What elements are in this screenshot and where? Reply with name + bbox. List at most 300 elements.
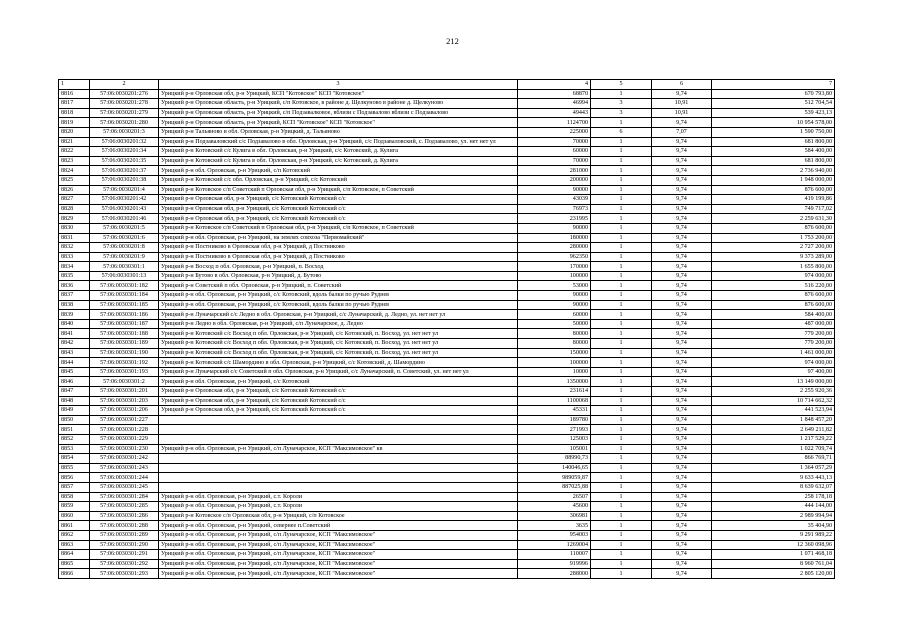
area-cell: 1269004 xyxy=(518,540,591,550)
category-cell: 3 xyxy=(591,99,652,109)
rate-cell: 9,74 xyxy=(652,396,712,406)
row-number-cell: 8822 xyxy=(59,147,90,157)
category-cell: 1 xyxy=(591,559,652,569)
table-row xyxy=(59,425,835,435)
address-cell: Урицкий р-н Котовский с/с Восход п обл. Орловская, р-н Урицкий, с/с Котовский, п. Восход, ул. нет нет ул xyxy=(159,339,518,349)
area-cell: 90000 xyxy=(518,300,591,310)
cadastral-number-cell: 57:06:0030201:276 xyxy=(90,89,159,99)
table-row xyxy=(59,137,835,147)
column-header: 1 xyxy=(59,80,90,90)
table-row xyxy=(59,99,835,109)
table-row xyxy=(59,329,835,339)
row-number-cell: 8841 xyxy=(59,329,90,339)
area-cell: 189780 xyxy=(518,415,591,425)
area-cell: 50000 xyxy=(518,319,591,329)
rate-cell: 10,91 xyxy=(652,108,712,118)
value-cell: 2 255 920,36 xyxy=(712,387,835,397)
address-cell xyxy=(159,454,518,464)
table-row xyxy=(59,502,835,512)
row-number-cell: 8831 xyxy=(59,233,90,243)
column-header: 7 xyxy=(712,80,835,90)
area-cell: 80000 xyxy=(518,339,591,349)
rate-cell: 9,74 xyxy=(652,185,712,195)
area-cell: 170000 xyxy=(518,262,591,272)
address-cell: Урицкий р-н Котовский с/с Кулига в обл. Орловская, р-н Урицкий, с/с Котовский, д. Кулига xyxy=(159,156,518,166)
row-number-cell: 8830 xyxy=(59,223,90,233)
cadastral-number-cell: 57:06:0030301:290 xyxy=(90,540,159,550)
cadastral-number-cell: 57:06:0030301:192 xyxy=(90,358,159,368)
value-cell: 2 989 994,94 xyxy=(712,511,835,521)
category-cell: 1 xyxy=(591,521,652,531)
cadastral-number-cell: 57:06:0030301:242 xyxy=(90,454,159,464)
address-cell xyxy=(159,434,518,444)
table-row xyxy=(59,482,835,492)
row-number-cell: 8851 xyxy=(59,425,90,435)
area-cell: 90000 xyxy=(518,223,591,233)
rate-cell: 9,74 xyxy=(652,492,712,502)
cadastral-number-cell: 57:06:0030201:38 xyxy=(90,175,159,185)
value-cell: 512 704,54 xyxy=(712,99,835,109)
table-row xyxy=(59,473,835,483)
address-cell: Урицкий р-н Котовский с/с Шамордино в обл. Орловская, р-н Урицкий, с/с Котовский, д. Шамордино xyxy=(159,358,518,368)
table-row xyxy=(59,396,835,406)
cadastral-number-cell: 57:06:0030301:13 xyxy=(90,271,159,281)
area-cell: 100000 xyxy=(518,271,591,281)
cadastral-number-cell: 57:06:0030301:289 xyxy=(90,530,159,540)
table-row xyxy=(59,434,835,444)
area-cell: 954003 xyxy=(518,530,591,540)
row-number-cell: 8839 xyxy=(59,310,90,320)
area-cell: 53000 xyxy=(518,281,591,291)
value-cell: 487 000,00 xyxy=(712,319,835,329)
cadastral-number-cell: 57:06:0030201:8 xyxy=(90,243,159,253)
category-cell: 1 xyxy=(591,185,652,195)
area-cell: 80000 xyxy=(518,329,591,339)
table-row xyxy=(59,530,835,540)
area-cell: 60000 xyxy=(518,147,591,157)
address-cell: Урицкий р-н Орловская обл, р-н Урицкий, КСП "Котовское" КСП "Котовское" xyxy=(159,89,518,99)
category-cell: 1 xyxy=(591,348,652,358)
row-number-cell: 8858 xyxy=(59,492,90,502)
area-cell: 1350000 xyxy=(518,377,591,387)
rate-cell: 9,74 xyxy=(652,271,712,281)
area-cell: 200000 xyxy=(518,175,591,185)
address-cell: Урицкий р-н обл. Орловская, р-н Урицкий, с/п Луначарское, КСП "Максимовское" xyxy=(159,559,518,569)
rate-cell: 9,74 xyxy=(652,214,712,224)
cadastral-number-cell: 57:06:0030301:193 xyxy=(90,367,159,377)
rate-cell: 9,74 xyxy=(652,415,712,425)
value-cell: 444 144,00 xyxy=(712,502,835,512)
column-header: 2 xyxy=(90,80,159,90)
table-row xyxy=(59,358,835,368)
cadastral-number-cell: 57:06:0030301:228 xyxy=(90,425,159,435)
cadastral-number-cell: 57:06:0030201:32 xyxy=(90,137,159,147)
category-cell: 1 xyxy=(591,262,652,272)
table-row xyxy=(59,454,835,464)
rate-cell: 9,74 xyxy=(652,482,712,492)
table-row xyxy=(59,406,835,416)
address-cell: Урицкий р-н обл. Орловская, р-н Урицкий, с/п Луначарское, КСП "Максимовское" xyxy=(159,530,518,540)
row-number-cell: 8816 xyxy=(59,89,90,99)
table-row xyxy=(59,540,835,550)
category-cell: 1 xyxy=(591,569,652,579)
rate-cell: 9,74 xyxy=(652,540,712,550)
address-cell: Урицкий р-н Котовское с/п Советский п Орловская обл, р-н Урицкий, с/п Котовское, п Советский xyxy=(159,185,518,195)
area-cell: 26507 xyxy=(518,492,591,502)
address-cell: Урицкий р-н Котовское с/п Орловская обл, р-н Урицкий, с/п Котовское xyxy=(159,511,518,521)
cadastral-number-cell: 57:06:0030301:188 xyxy=(90,329,159,339)
cadastral-number-cell: 57:06:0030201:280 xyxy=(90,118,159,128)
table-row xyxy=(59,348,835,358)
value-cell: 876 600,00 xyxy=(712,291,835,301)
value-cell: 9 291 989,22 xyxy=(712,530,835,540)
value-cell: 2 259 631,30 xyxy=(712,214,835,224)
row-number-cell: 8845 xyxy=(59,367,90,377)
value-cell: 10 954 578,00 xyxy=(712,118,835,128)
category-cell: 1 xyxy=(591,482,652,492)
value-cell: 419 199,86 xyxy=(712,195,835,205)
column-header: 5 xyxy=(591,80,652,90)
area-cell: 46994 xyxy=(518,99,591,109)
category-cell: 1 xyxy=(591,118,652,128)
cadastral-number-cell: 57:06:0030301:227 xyxy=(90,415,159,425)
cadastral-number-cell: 57:06:0030301:284 xyxy=(90,492,159,502)
value-cell: 1 590 750,00 xyxy=(712,127,835,137)
value-cell: 1 461 000,00 xyxy=(712,348,835,358)
cadastral-number-cell: 57:06:0030301:292 xyxy=(90,559,159,569)
value-cell: 2 736 940,00 xyxy=(712,166,835,176)
table-row xyxy=(59,300,835,310)
value-cell: 584 400,00 xyxy=(712,310,835,320)
table-row xyxy=(59,233,835,243)
table-row xyxy=(59,195,835,205)
table-row xyxy=(59,387,835,397)
area-cell: 45600 xyxy=(518,502,591,512)
rate-cell: 9,74 xyxy=(652,175,712,185)
rate-cell: 9,74 xyxy=(652,223,712,233)
category-cell: 1 xyxy=(591,89,652,99)
area-cell: 110007 xyxy=(518,550,591,560)
cadastral-number-cell: 57:06:0030201:46 xyxy=(90,214,159,224)
cadastral-number-cell: 57:06:0030301:243 xyxy=(90,463,159,473)
address-cell: Урицкий р-н обл. Орловская, р-н Урицкий, с/п Луначарское, КСП "Максимовское" кв xyxy=(159,444,518,454)
cadastral-number-cell: 57:06:0030301:285 xyxy=(90,502,159,512)
category-cell: 1 xyxy=(591,195,652,205)
cadastral-number-cell: 57:06:0030201:279 xyxy=(90,108,159,118)
rate-cell: 9,74 xyxy=(652,243,712,253)
category-cell: 1 xyxy=(591,434,652,444)
row-number-cell: 8848 xyxy=(59,396,90,406)
address-cell: Урицкий р-н Орловская обл, р-н Урицкий, с/с Котовский Котовский с/с xyxy=(159,406,518,416)
table-row xyxy=(59,569,835,579)
value-cell: 97 400,00 xyxy=(712,367,835,377)
category-cell: 1 xyxy=(591,454,652,464)
area-cell: 125003 xyxy=(518,434,591,444)
rate-cell: 9,74 xyxy=(652,530,712,540)
cadastral-number-cell: 57:06:0030301:286 xyxy=(90,511,159,521)
row-number-cell: 8833 xyxy=(59,252,90,262)
area-cell: 43039 xyxy=(518,195,591,205)
rate-cell: 7,07 xyxy=(652,127,712,137)
category-cell: 1 xyxy=(591,367,652,377)
value-cell: 2 649 211,82 xyxy=(712,425,835,435)
table-row xyxy=(59,156,835,166)
area-cell: 60000 xyxy=(518,310,591,320)
address-cell: Урицкий р-н Луначарский с/с Советский п обл. Орловская, р-н Урицкий, с/с Луначарский, п. Советский, ул. нет нет ул xyxy=(159,367,518,377)
rate-cell: 9,74 xyxy=(652,137,712,147)
address-cell: Урицкий р-н Восход п обл. Орловская, р-н Урицкий, п. Восход xyxy=(159,262,518,272)
address-cell: Урицкий р-н Луначарский с/с Ледно в обл. Орловская, р-н Урицкий, с/с Луначарский, д. Ледно, ул. нет нет ул xyxy=(159,310,518,320)
row-number-cell: 8817 xyxy=(59,99,90,109)
category-cell: 1 xyxy=(591,492,652,502)
address-cell: Урицкий р-н Котовский с/с Восход п обл. Орловская, р-н Урицкий, с/с Котовский, п. Восход, ул. нет нет ул xyxy=(159,329,518,339)
category-cell: 1 xyxy=(591,473,652,483)
value-cell: 35 404,90 xyxy=(712,521,835,531)
category-cell: 1 xyxy=(591,243,652,253)
rate-cell: 9,74 xyxy=(652,511,712,521)
cadastral-number-cell: 57:06:0030301:184 xyxy=(90,291,159,301)
rate-cell: 9,74 xyxy=(652,454,712,464)
category-cell: 1 xyxy=(591,271,652,281)
rate-cell: 9,74 xyxy=(652,262,712,272)
rate-cell: 9,74 xyxy=(652,550,712,560)
value-cell: 9 373 289,00 xyxy=(712,252,835,262)
area-cell: 150000 xyxy=(518,348,591,358)
cadastral-number-cell: 57:06:0030201:43 xyxy=(90,204,159,214)
category-cell: 1 xyxy=(591,339,652,349)
address-cell: Урицкий р-н Орловская область, р-н Урицкий, с/п Подзавалковое, вблизи с Подзавалово вблизи с Подзавалово xyxy=(159,108,518,118)
category-cell: 6 xyxy=(591,127,652,137)
address-cell: Урицкий р-н Бутово в обл. Орловская, р-н Урицкий, д. Бутово xyxy=(159,271,518,281)
row-number-cell: 8827 xyxy=(59,195,90,205)
row-number-cell: 8826 xyxy=(59,185,90,195)
value-cell: 681 800,00 xyxy=(712,137,835,147)
value-cell: 1 848 457,20 xyxy=(712,415,835,425)
table-row xyxy=(59,492,835,502)
cadastral-number-cell: 57:06:0030201:9 xyxy=(90,252,159,262)
category-cell: 1 xyxy=(591,233,652,243)
row-number-cell: 8844 xyxy=(59,358,90,368)
table-row xyxy=(59,339,835,349)
row-number-cell: 8836 xyxy=(59,281,90,291)
category-cell: 1 xyxy=(591,425,652,435)
table-row xyxy=(59,108,835,118)
rate-cell: 9,74 xyxy=(652,147,712,157)
value-cell: 749 717,02 xyxy=(712,204,835,214)
table-row xyxy=(59,166,835,176)
cadastral-number-cell: 57:06:0030201:5 xyxy=(90,223,159,233)
cadastral-number-cell: 57:06:0030201:42 xyxy=(90,195,159,205)
address-cell: Урицкий р-н обл. Орловская, р-н Урицкий, с.т. Короли xyxy=(159,502,518,512)
rate-cell: 9,74 xyxy=(652,377,712,387)
rate-cell: 9,74 xyxy=(652,319,712,329)
address-cell: Урицкий р-н Котовский с/с обл. Орловская, р-н Урицкий, с/с Котовский xyxy=(159,175,518,185)
value-cell: 9 633 443,13 xyxy=(712,473,835,483)
address-cell: Урицкий р-н Ледно в обл. Орловская, р-н Урицкий, с/п Луначарское, д. Ледно xyxy=(159,319,518,329)
rate-cell: 9,74 xyxy=(652,310,712,320)
rate-cell: 9,74 xyxy=(652,281,712,291)
cadastral-number-cell: 57:06:0030301:185 xyxy=(90,300,159,310)
value-cell: 974 000,00 xyxy=(712,271,835,281)
category-cell: 1 xyxy=(591,444,652,454)
address-cell: Урицкий р-н Орловская обл, р-н Урицкий, с/с Котовский Котовский с/с xyxy=(159,214,518,224)
column-header: 3 xyxy=(159,80,518,90)
rate-cell: 9,74 xyxy=(652,425,712,435)
cadastral-number-cell: 57:06:0030201:3 xyxy=(90,127,159,137)
address-cell: Урицкий р-н Орловская область, р-н Урицкий, КСП "Котовское" КСП "Котовское" xyxy=(159,118,518,128)
row-number-cell: 8856 xyxy=(59,473,90,483)
address-cell: Урицкий р-н обл. Орловская, р-н Урицкий, с/с Котовский, вдоль балки по ручью Руднев xyxy=(159,300,518,310)
row-number-cell: 8857 xyxy=(59,482,90,492)
row-number-cell: 8865 xyxy=(59,559,90,569)
rate-cell: 9,74 xyxy=(652,358,712,368)
address-cell: Урицкий р-н Котовское с/п Советский п Орловская обл, р-н Урицкий, с/п Котовское, п Советский xyxy=(159,223,518,233)
rate-cell: 9,74 xyxy=(652,339,712,349)
address-cell: Урицкий р-н обл. Орловская, р-н Урицкий, севернее п.Советский xyxy=(159,521,518,531)
rate-cell: 9,74 xyxy=(652,252,712,262)
area-cell: 887025,88 xyxy=(518,482,591,492)
value-cell: 1 217 529,22 xyxy=(712,434,835,444)
rate-cell: 10,91 xyxy=(652,99,712,109)
area-cell: 225000 xyxy=(518,127,591,137)
category-cell: 1 xyxy=(591,358,652,368)
rate-cell: 9,74 xyxy=(652,156,712,166)
area-cell: 1100068 xyxy=(518,396,591,406)
address-cell: Урицкий р-н Тальяново в обл. Орловская, р-н Урицкий, д. Тальяново xyxy=(159,127,518,137)
cadastral-number-cell: 57:06:0030201:35 xyxy=(90,156,159,166)
address-cell xyxy=(159,463,518,473)
category-cell: 1 xyxy=(591,406,652,416)
row-number-cell: 8842 xyxy=(59,339,90,349)
category-cell: 1 xyxy=(591,166,652,176)
row-number-cell: 8829 xyxy=(59,214,90,224)
value-cell: 8 960 761,04 xyxy=(712,559,835,569)
rate-cell: 9,74 xyxy=(652,434,712,444)
cadastral-number-cell: 57:06:0030201:34 xyxy=(90,147,159,157)
value-cell: 584 400,00 xyxy=(712,147,835,157)
address-cell: Урицкий р-н обл. Орловская, р-н Урицкий, с/п Луначарское, КСП "Максимовское" xyxy=(159,550,518,560)
area-cell: 68870 xyxy=(518,89,591,99)
address-cell: Урицкий р-н Орловская обл, р-н Урицкий, с/с Котовский Котовский с/с xyxy=(159,387,518,397)
table-row xyxy=(59,559,835,569)
row-number-cell: 8849 xyxy=(59,406,90,416)
value-cell: 876 600,00 xyxy=(712,223,835,233)
column-header: 4 xyxy=(518,80,591,90)
area-cell: 919996 xyxy=(518,559,591,569)
address-cell: Урицкий р-н обл. Орловская, р-н Урицкий, с/п Луначарское, КСП "Максимовское" xyxy=(159,540,518,550)
value-cell: 12 360 098,96 xyxy=(712,540,835,550)
table-row xyxy=(59,89,835,99)
area-cell: 49443 xyxy=(518,108,591,118)
category-cell: 1 xyxy=(591,252,652,262)
category-cell: 1 xyxy=(591,300,652,310)
row-number-cell: 8850 xyxy=(59,415,90,425)
row-number-cell: 8854 xyxy=(59,454,90,464)
area-cell: 280000 xyxy=(518,243,591,253)
row-number-cell: 8847 xyxy=(59,387,90,397)
category-cell: 1 xyxy=(591,214,652,224)
rate-cell: 9,74 xyxy=(652,387,712,397)
address-cell xyxy=(159,425,518,435)
value-cell: 779 200,00 xyxy=(712,339,835,349)
table-header-row xyxy=(59,80,835,90)
category-cell: 1 xyxy=(591,377,652,387)
row-number-cell: 8834 xyxy=(59,262,90,272)
table-row xyxy=(59,118,835,128)
address-cell: Урицкий р-н Подзаваловский с/с Подзавалово в обл. Орловская, р-н Урицкий, с/с Подзаваловский, с. Подзавалово, ул. нет нет ул xyxy=(159,137,518,147)
row-number-cell: 8824 xyxy=(59,166,90,176)
row-number-cell: 8843 xyxy=(59,348,90,358)
area-cell: 962350 xyxy=(518,252,591,262)
table-row xyxy=(59,204,835,214)
address-cell: Урицкий р-н обл. Орловская, р-н Урицкий, с/п Луначарское, КСП "Максимовское" xyxy=(159,569,518,579)
rate-cell: 9,74 xyxy=(652,521,712,531)
table-row xyxy=(59,319,835,329)
value-cell: 516 220,00 xyxy=(712,281,835,291)
row-number-cell: 8855 xyxy=(59,463,90,473)
cadastral-number-cell: 57:06:0030201:6 xyxy=(90,233,159,243)
row-number-cell: 8861 xyxy=(59,521,90,531)
category-cell: 1 xyxy=(591,291,652,301)
value-cell: 8 639 632,07 xyxy=(712,482,835,492)
area-cell: 10000 xyxy=(518,367,591,377)
row-number-cell: 8818 xyxy=(59,108,90,118)
cadastral-number-cell: 57:06:0030301:245 xyxy=(90,482,159,492)
cadastral-number-cell: 57:06:0030301:244 xyxy=(90,473,159,483)
area-cell: 231995 xyxy=(518,214,591,224)
row-number-cell: 8853 xyxy=(59,444,90,454)
cadastral-number-cell: 57:06:0030301:201 xyxy=(90,387,159,397)
category-cell: 1 xyxy=(591,463,652,473)
address-cell xyxy=(159,473,518,483)
row-number-cell: 8819 xyxy=(59,118,90,128)
table-row xyxy=(59,262,835,272)
table-row xyxy=(59,147,835,157)
area-cell: 100000 xyxy=(518,358,591,368)
rate-cell: 9,74 xyxy=(652,300,712,310)
cadastral-number-cell: 57:06:0030301:2 xyxy=(90,377,159,387)
address-cell: Урицкий р-н Орловская обл, р-н Урицкий, с/с Котовский Котовский с/с xyxy=(159,396,518,406)
cadastral-number-cell: 57:06:0030201:4 xyxy=(90,185,159,195)
address-cell: Урицкий р-н обл. Орловская, р-н Урицкий, с.т. Короли xyxy=(159,492,518,502)
rate-cell: 9,74 xyxy=(652,463,712,473)
row-number-cell: 8863 xyxy=(59,540,90,550)
value-cell: 1 364 057,29 xyxy=(712,463,835,473)
area-cell: 281000 xyxy=(518,166,591,176)
category-cell: 1 xyxy=(591,204,652,214)
row-number-cell: 8828 xyxy=(59,204,90,214)
category-cell: 1 xyxy=(591,415,652,425)
rate-cell: 9,74 xyxy=(652,406,712,416)
address-cell: Урицкий р-н обл. Орловская, р-н Урицкий, с/с Котовский, вдоль балки по ручью Руднев xyxy=(159,291,518,301)
address-cell xyxy=(159,415,518,425)
row-number-cell: 8820 xyxy=(59,127,90,137)
rate-cell: 9,74 xyxy=(652,348,712,358)
rate-cell: 9,74 xyxy=(652,569,712,579)
cadastral-number-cell: 57:06:0030301:189 xyxy=(90,339,159,349)
address-cell: Урицкий р-н Котовский с/с Восход п обл. Орловская, р-н Урицкий, с/с Котовский, п. Восход, ул. нет нет ул xyxy=(159,348,518,358)
cadastral-number-cell: 57:06:0030301:288 xyxy=(90,521,159,531)
value-cell: 539 423,13 xyxy=(712,108,835,118)
category-cell: 1 xyxy=(591,175,652,185)
table-row xyxy=(59,415,835,425)
area-cell: 45331 xyxy=(518,406,591,416)
rate-cell: 9,74 xyxy=(652,195,712,205)
value-cell: 974 000,00 xyxy=(712,358,835,368)
cadastral-number-cell: 57:06:0030301:291 xyxy=(90,550,159,560)
rate-cell: 9,74 xyxy=(652,367,712,377)
address-cell: Урицкий р-н обл. Орловская, р-н Урицкий, на землях совхоза "Первомайский" xyxy=(159,233,518,243)
